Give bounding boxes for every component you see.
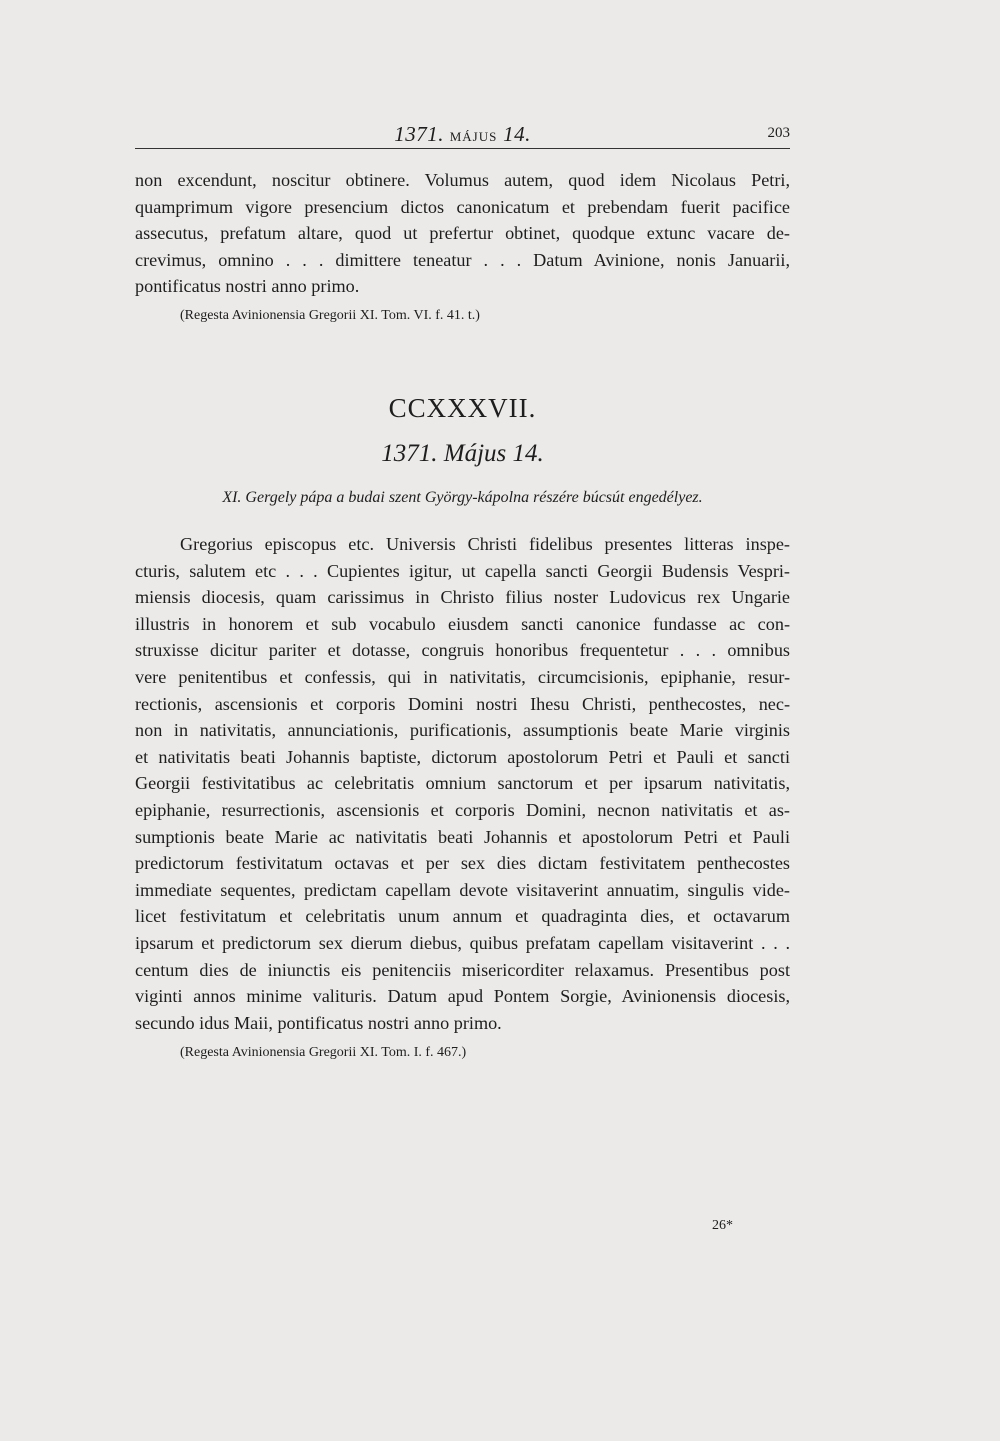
text-line: quamprimum vigore presencium dictos canonicatum et prebendam fuerit pacifice	[135, 196, 790, 217]
text-line: illustris in honorem et sub vocabulo eiusdem sancti canonice fundasse ac con-	[135, 613, 790, 634]
text-line: et nativitatis beati Johannis baptiste, dictorum apostolorum Petri et Pauli et sancti	[135, 746, 790, 767]
text-line: predictorum festivitatum octavas et per sex dies dictam festivitatem penthecostes	[135, 853, 790, 874]
document-summary: XI. Gergely pápa a budai szent György-kápolna részére búcsút engedélyez.	[222, 489, 703, 506]
text-line: Gregorius episcopus etc. Universis Christi fidelibus presentes litteras inspe-	[180, 534, 790, 554]
text-line: vere penitentibus et confessis, qui in nativitatis, circumcisionis, epiphanie, resur-	[135, 666, 790, 687]
running-header	[135, 122, 790, 149]
document-source: (Regesta Avinionensia Gregorii XI. Tom. I. f. 467.)	[180, 1045, 467, 1060]
continuation-paragraph	[135, 167, 790, 300]
text-line: Georgii festivitatibus ac celebritatis omnium sanctorum et per ipsarum nativitatis,	[135, 773, 790, 794]
header-month: MÁJUS	[449, 129, 498, 144]
document-date: 1371. Május 14.	[381, 440, 544, 467]
running-head-date	[135, 122, 790, 147]
continuation-source: (Regesta Avinionensia Gregorii XI. Tom. VI. f. 41. t.)	[180, 308, 480, 323]
document-paragraph	[135, 531, 790, 1036]
text-line: viginti annos minime valituris. Datum apud Pontem Sorgie, Avinionensis diocesis,	[135, 986, 790, 1007]
text-line: secundo idus Maii, pontificatus nostri anno primo.	[135, 1012, 502, 1033]
text-line: cturis, salutem etc . . . Cupientes igitur, ut capella sancti Georgii Budensis Vespri-	[135, 560, 790, 581]
header-day: 14.	[503, 122, 531, 146]
signature-mark: 26*	[712, 1218, 733, 1233]
text-line: miensis diocesis, quam carissimus in Christo filius noster Ludovicus rex Ungarie	[135, 587, 790, 608]
text-line: centum dies de iniunctis eis penitenciis misericorditer relaxamus. Presentibus post	[135, 959, 790, 980]
document-text	[135, 531, 790, 1036]
text-line: pontificatus nostri anno primo.	[135, 276, 360, 297]
document-number: CCXXXVII.	[388, 393, 537, 423]
text-line: sumptionis beate Marie ac nativitatis beati Johannis et apostolorum Petri et Pauli	[135, 826, 790, 847]
text-line: rectionis, ascensionis et corporis Domini nostri Ihesu Christi, penthecostes, nec-	[135, 693, 790, 714]
text-line: struxisse dicitur pariter et dotasse, congruis honoribus frequentetur . . . omnibus	[135, 640, 790, 661]
text-line: crevimus, omnino . . . dimittere teneatur . . . Datum Avinione, nonis Januarii,	[135, 249, 790, 270]
text-line: non excendunt, noscitur obtinere. Volumus autem, quod idem Nicolaus Petri,	[135, 170, 790, 190]
text-line: licet festivitatum et celebritatis unum annum et quadraginta dies, et octavarum	[135, 906, 790, 927]
header-year: 1371.	[394, 122, 444, 146]
continuation-text	[135, 167, 790, 300]
text-line: assecutus, prefatum altare, quod ut prefertur obtinet, quodque extunc vacare de-	[135, 223, 790, 244]
text-line: ipsarum et predictorum sex dierum diebus, quibus prefatam capellam visitaverint . . .	[135, 932, 790, 953]
page-number: 203	[767, 125, 790, 141]
text-line: epiphanie, resurrectionis, ascensionis et corporis Domini, necnon nativitatis et as-	[135, 799, 790, 820]
text-line: non in nativitatis, annunciationis, purificationis, assumptionis beate Marie virginis	[135, 720, 790, 741]
text-line: immediate sequentes, predictam capellam devote visitaverint annuatim, singulis vide-	[135, 879, 790, 900]
